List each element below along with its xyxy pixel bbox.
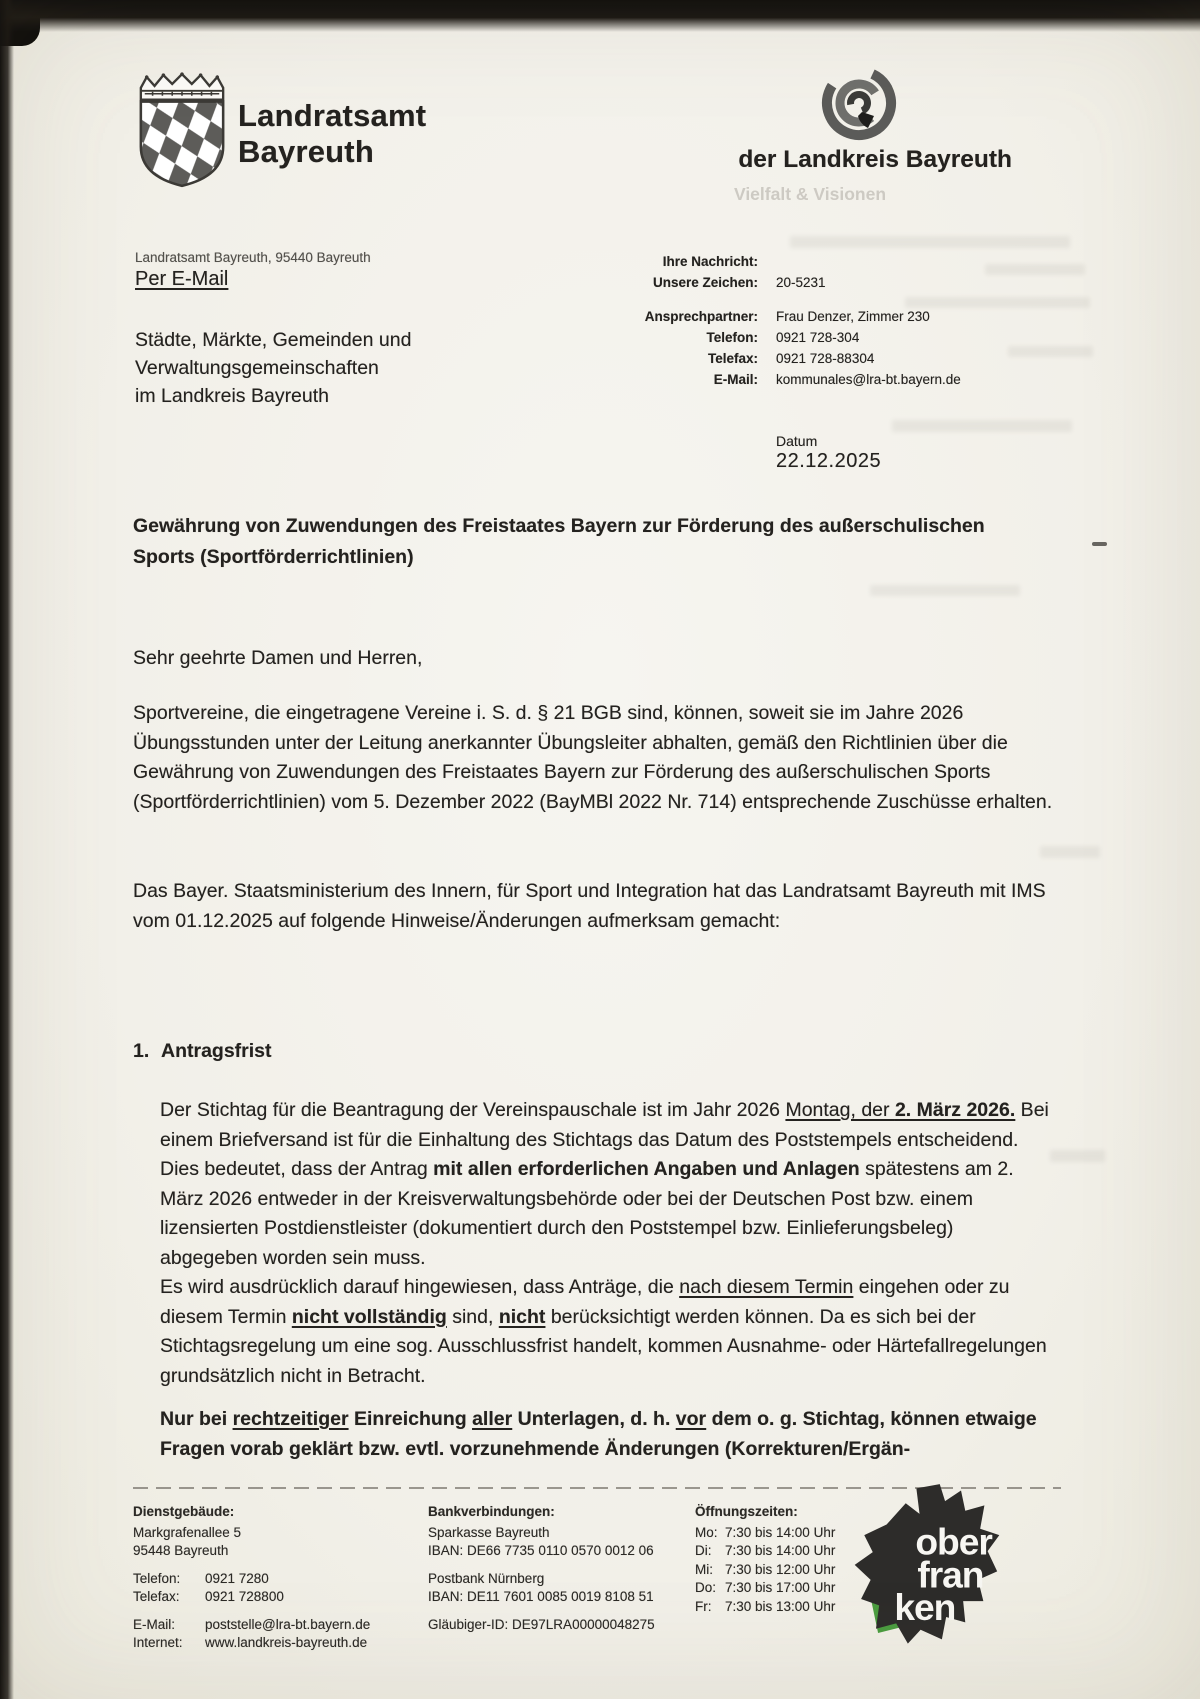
meta-row: [578, 275, 1048, 291]
footer-email-value: poststelle@lra-bt.bayern.de: [205, 1616, 371, 1632]
deadline-paragraph: Der Stichtag für die Beantragung der Vereinspauschale ist im Jahr 2026 Montag, der 2. März 2026. Bei einem Briefversand ist für die Einhaltung des Stichtags das Datum des Poststempels entscheidend. Dies bedeutet, dass der Antrag mit allen erforderlichen Angaben und Anlagen spätestens am 2. März 2026 entweder in der Kreisverwaltungsbehörde oder bei der Deutschen Post bzw. einem lizensierten Postdienstleister (dokumentiert durch den Poststempel bzw. Einlieferungsbeleg) abgegeben worden sein muss.: [160, 1099, 1049, 1269]
bleedthrough-artifact: [1040, 846, 1100, 858]
footer-bank-title: Bankverbindungen:: [428, 1504, 555, 1519]
logo-text-ken: ken: [894, 1586, 956, 1629]
footer-fax-value: 0921 728800: [205, 1589, 284, 1604]
hours-day: Di:: [695, 1543, 712, 1558]
footer-web-value: www.landkreis-bayreuth.de: [205, 1635, 368, 1650]
body-paragraph-1: Sportvereine, die eingetragene Vereine i. S. d. § 21 BGB sind, können, soweit sie im Jahre 2026 Übungsstunden unter der Leitung anerkannter Übungsleiter abhalten, gemäß den Richtlinien über die Gewährung von Zuwendungen des Freistaates Bayern zur Förderung des außerschulischen Sports (Sportförderrichtlinien) vom 5. Dezember 2022 (BayMBl 2022 Nr. 714) entsprechende Zuschüsse erhalten.: [133, 702, 1053, 813]
footer-bank1-iban: IBAN: DE66 7735 0110 0570 0012 06: [428, 1543, 654, 1558]
meta-label: Unsere Zeichen:: [652, 275, 758, 290]
meta-label: E-Mail:: [713, 372, 758, 387]
meta-label: Telefax:: [707, 351, 758, 366]
footer-office-column: [133, 1503, 413, 1653]
bleedthrough-artifact: [892, 420, 1072, 432]
hours-time: 7:30 bis 14:00 Uhr: [725, 1543, 836, 1558]
body-paragraph-2: Das Bayer. Staatsministerium des Innern, für Sport und Integration hat das Landratsamt Bayreuth mit IMS vom 01.12.2025 auf folgende Hinweise/Änderungen aufmerksam gemacht:: [133, 880, 1046, 932]
delivery-method: Per E-Mail: [135, 268, 229, 290]
org-name: [238, 98, 426, 170]
footer-office-title: Dienstgebäude:: [133, 1504, 235, 1519]
hours-day: Mo:: [695, 1524, 718, 1540]
bavarian-coat-of-arms-icon: [133, 72, 231, 188]
footer-email-label: E-Mail:: [133, 1616, 176, 1632]
subject-line1: Gewährung von Zuwendungen des Freistaates Bayern zur Förderung des außerschulischen: [133, 515, 985, 537]
meta-row: [578, 254, 1048, 270]
section-1-title: Antragsfrist: [161, 1040, 272, 1062]
meta-value: 0921 728-304: [776, 330, 860, 345]
meta-row: [578, 372, 1048, 388]
date-label: Datum: [776, 433, 818, 449]
recipient-address: [135, 326, 411, 410]
footer-bank-column: [428, 1503, 688, 1634]
subject-line: [133, 511, 1073, 572]
salutation: Sehr geehrte Damen und Herren,: [133, 647, 423, 669]
landkreis-tagline: Vielfalt & Visionen: [733, 184, 887, 204]
footer-web-label: Internet:: [133, 1635, 183, 1650]
footer-web-row: [133, 1634, 413, 1653]
hours-time: 7:30 bis 12:00 Uhr: [725, 1561, 836, 1577]
meta-label: Ihre Nachricht:: [662, 254, 758, 269]
hours-time: 7:30 bis 13:00 Uhr: [725, 1598, 836, 1614]
footer-creditor-id: Gläubiger-ID: DE97LRA00000048275: [428, 1616, 655, 1632]
subject-line2: Sports (Sportförderrichtlinien): [133, 545, 414, 568]
bleedthrough-artifact: [790, 236, 1070, 248]
footer-fax-row: [133, 1588, 413, 1607]
sender-return-address: Landratsamt Bayreuth, 95440 Bayreuth: [135, 250, 371, 265]
footer-phone-label: Telefon:: [133, 1570, 181, 1586]
section-1-number: 1.: [133, 1040, 150, 1062]
org-name-line1: Landratsamt: [238, 98, 427, 133]
footer-bank2-iban: IBAN: DE11 7601 0085 0019 8108 51: [428, 1589, 654, 1604]
scan-dash-artifact: [1092, 542, 1107, 546]
recipient-line: Verwaltungsgemeinschaften: [135, 357, 379, 379]
footer-hours-title: Öffnungszeiten:: [695, 1504, 798, 1519]
meta-value: 0921 728-88304: [776, 351, 875, 366]
meta-label: Ansprechpartner:: [644, 309, 758, 324]
oberfranken-map-icon: [852, 1482, 1002, 1650]
bleedthrough-artifact: [870, 585, 1020, 596]
meta-row: [578, 351, 1048, 367]
meta-value: [776, 254, 1036, 270]
meta-row: [578, 330, 1048, 346]
footer-bank2-name: Postbank Nürnberg: [428, 1570, 545, 1586]
footer-bank1-name: Sparkasse Bayreuth: [428, 1524, 550, 1540]
meta-value: Frau Denzer, Zimmer 230: [776, 309, 930, 324]
meta-value: 20-5231: [776, 275, 826, 290]
date-value: 22.12.2025: [776, 450, 882, 472]
hours-day: Fr:: [695, 1598, 712, 1614]
org-name-line2: Bayreuth: [238, 134, 374, 169]
footer-office-street: Markgrafenallee 5: [133, 1524, 242, 1540]
hours-time: 7:30 bis 14:00 Uhr: [725, 1524, 836, 1540]
footer-fax-label: Telefax:: [133, 1589, 180, 1604]
footer-office-city: 95448 Bayreuth: [133, 1543, 229, 1558]
footer-phone-value: 0921 7280: [205, 1570, 269, 1586]
bold-notice-paragraph: Nur bei rechtzeitiger Einreichung aller Unterlagen, d. h. vor dem o. g. Stichtag, können etwaige Fragen vorab geklärt bzw. evtl. vorzunehmende Änderungen (Korrekturen/Ergän-: [160, 1408, 1037, 1460]
meta-row: [578, 309, 1048, 325]
footer-email-row: [133, 1616, 413, 1635]
letter-meta-block: [578, 254, 1048, 393]
logo-text-ober: ober: [915, 1520, 992, 1563]
logo-text-fran: fran: [917, 1553, 984, 1596]
hours-day: Mi:: [695, 1561, 713, 1577]
meta-label: Telefon:: [706, 330, 758, 345]
scan-edge-left: [0, 0, 14, 1699]
landkreis-title: der Landkreis Bayreuth: [738, 146, 1012, 173]
footer-phone-row: [133, 1570, 413, 1589]
hours-time: 7:30 bis 17:00 Uhr: [725, 1580, 836, 1595]
section-1-heading: [133, 1040, 272, 1063]
scan-edge-top: [0, 0, 1200, 32]
meta-value: kommunales@lra-bt.bayern.de: [776, 372, 961, 387]
bleedthrough-artifact: [1050, 1150, 1105, 1162]
landkreis-spiral-icon: [818, 62, 900, 144]
exclusion-paragraph: Es wird ausdrücklich darauf hingewiesen, dass Anträge, die nach diesem Termin eingehen oder zu diesem Termin nicht vollständig sind, nicht berücksichtigt werden können. Da es sich bei der Stichtagsregelung um eine sog. Ausschlussfrist handelt, kommen Ausnahme- oder Härtefallregelungen grundsätzlich nicht in Betracht.: [160, 1276, 1047, 1387]
recipient-line: im Landkreis Bayreuth: [135, 385, 330, 407]
recipient-line: Städte, Märkte, Gemeinden und: [135, 329, 412, 351]
hours-day: Do:: [695, 1580, 717, 1595]
section-1-paragraph: [160, 1096, 1052, 1391]
